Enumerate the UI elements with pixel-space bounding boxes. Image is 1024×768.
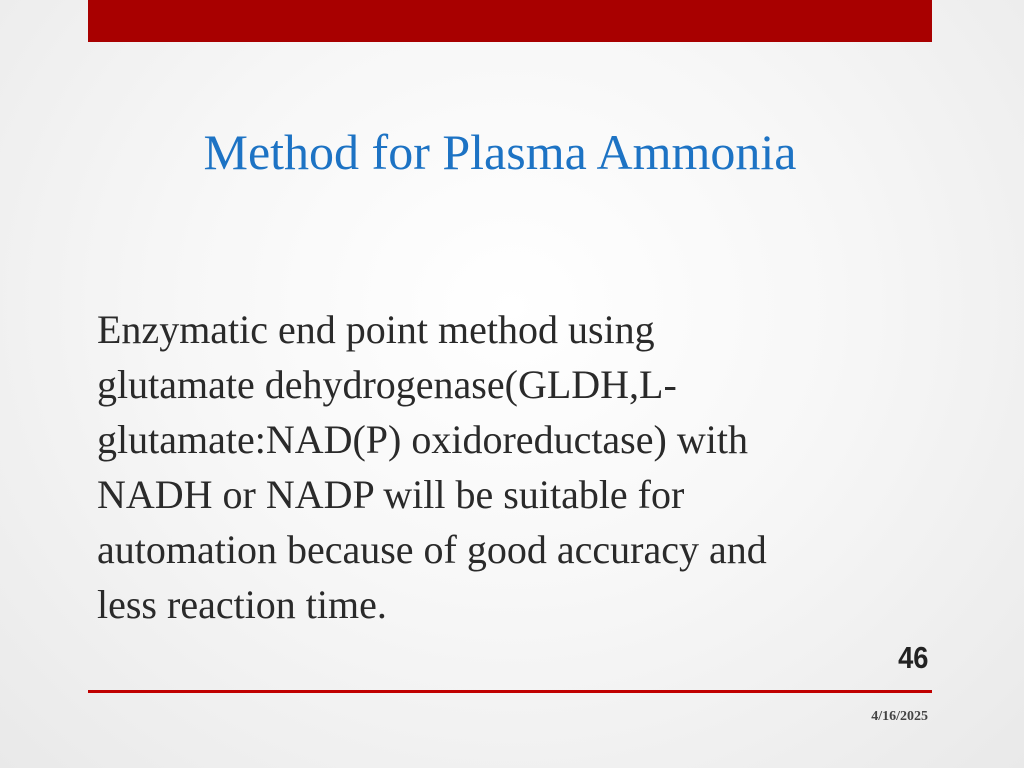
body-line: automation because of good accuracy and bbox=[97, 527, 767, 572]
body-line: NADH or NADP will be suitable for bbox=[97, 472, 685, 517]
slide-page-number: 46 bbox=[897, 640, 928, 675]
slide-date: 4/16/2025 bbox=[871, 709, 928, 724]
body-line: glutamate:NAD(P) oxidoreductase) with bbox=[97, 417, 748, 462]
slide-title: Method for Plasma Ammonia bbox=[203, 124, 797, 180]
top-accent-bar bbox=[88, 0, 932, 42]
body-line: less reaction time. bbox=[97, 582, 387, 627]
footer-divider bbox=[88, 690, 932, 693]
body-line: glutamate dehydrogenase(GLDH,L- bbox=[97, 362, 677, 407]
body-line: Enzymatic end point method using bbox=[97, 307, 655, 352]
slide-body bbox=[97, 302, 897, 632]
